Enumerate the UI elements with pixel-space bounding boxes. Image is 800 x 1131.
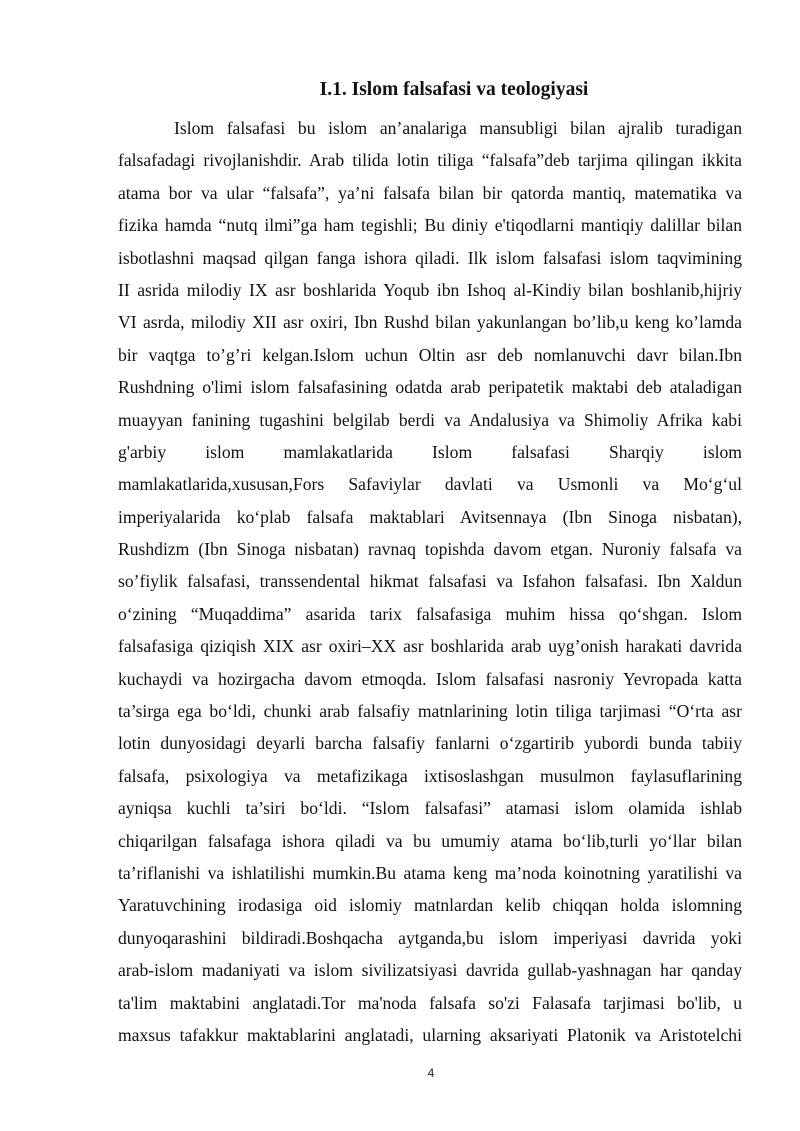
text-line: ta’sirga ega bo‘ldi, chunki arab falsafiy matnlarining lotin tiliga tarjimasi “O‘rta asr <box>118 701 742 722</box>
text-line: lotin dunyosidagi deyarli barcha falsafiy fanlarni o‘zgartirib yubordi bunda tabiiy <box>118 733 742 754</box>
text-line: imperiyalarida ko‘plab falsafa maktablari Avitsennaya (Ibn Sinoga nisbatan), <box>118 506 742 527</box>
text-line: kuchaydi va hozirgacha davom etmoqda. Islom falsafasi nasroniy Yevropada katta <box>118 668 742 689</box>
text-line: ta’riflanishi va ishlatilishi mumkin.Bu atama keng ma’noda koinotning yaratilishi va <box>118 862 742 883</box>
section-heading: I.1. Islom falsafasi va teologiyasi <box>319 79 589 100</box>
text-line: so’fiylik falsafasi, transsendental hikmat falsafasi va Isfahon falsafasi. Ibn Xaldun <box>118 571 742 592</box>
body-paragraph <box>118 112 742 1051</box>
text-line: g'arbiy islom mamlakatlarida Islom falsafasi Sharqiy islom <box>118 441 742 462</box>
text-line: dunyoqarashini bildiradi.Boshqacha aytganda,bu islom imperiyasi davrida yoki <box>118 927 742 948</box>
text-line: fizika hamda “nutq ilmi”ga ham tegishli; Bu diniy e'tiqodlarni mantiqiy dalillar bilan <box>118 215 742 236</box>
text-line: isbotlashni maqsad qilgan fanga ishora qiladi. Ilk islom falsafasi islom taqvimining <box>118 247 742 268</box>
text-line: Islom falsafasi bu islom an’analariga mansubligi bilan ajralib turadigan <box>174 118 742 138</box>
page-number: 4 <box>427 1066 435 1080</box>
text-line: Rushdning o'limi islom falsafasining odatda arab peripatetik maktabi deb ataladigan <box>118 377 742 398</box>
text-line: VI asrda, milodiy XII asr oxiri, Ibn Rushd bilan yakunlangan bo’lib,u keng ko’lamda <box>118 312 742 333</box>
text-line: muayyan fanining tugashini belgilab berdi va Andalusiya va Shimoliy Afrika kabi <box>118 409 742 430</box>
text-line: Rushdizm (Ibn Sinoga nisbatan) ravnaq topishda davom etgan. Nuroniy falsafa va <box>118 539 742 560</box>
text-line: II asrida milodiy IX asr boshlarida Yoqub ibn Ishoq al-Kindiy bilan boshlanib,hijriy <box>118 279 742 300</box>
text-line: atama bor va ular “falsafa”, ya’ni falsafa bilan bir qatorda mantiq, matematika va <box>118 182 742 203</box>
text-line: o‘zining “Muqaddima” asarida tarix falsafasiga muhim hissa qo‘shgan. Islom <box>118 603 742 624</box>
text-line: arab-islom madaniyati va islom sivilizatsiyasi davrida gullab-yashnagan har qanday <box>118 960 742 981</box>
text-line: chiqarilgan falsafaga ishora qiladi va bu umumiy atama bo‘lib,turli yo‘llar bilan <box>118 830 742 851</box>
text-line: falsafa, psixologiya va metafizikaga ixtisoslashgan musulmon faylasuflarining <box>118 765 742 786</box>
text-line: falsafadagi rivojlanishdir. Arab tilida lotin tiliga “falsafa”deb tarjima qilingan ikkita <box>118 150 742 171</box>
text-line: ayniqsa kuchli ta’siri bo‘ldi. “Islom falsafasi” atamasi islom olamida ishlab <box>118 798 742 819</box>
text-line: ta'lim maktabini anglatadi.Tor ma'noda falsafa so'zi Falasafa tarjimasi bo'lib, u <box>118 992 742 1013</box>
text-line: Yaratuvchining irodasiga oid islomiy matnlardan kelib chiqqan holda islomning <box>118 895 742 916</box>
text-line: mamlakatlarida,xususan,Fors Safaviylar davlati va Usmonli va Mo‘g‘ul <box>118 474 742 495</box>
text-line: falsafasiga qiziqish XIX asr oxiri–XX asr boshlarida arab uyg’onish harakati davrida <box>118 636 742 657</box>
text-line: maxsus tafakkur maktablarini anglatadi, ularning aksariyati Platonik va Aristotelchi <box>118 1024 742 1045</box>
text-line: bir vaqtga to’g’ri kelgan.Islom uchun Oltin asr deb nomlanuvchi davr bilan.Ibn <box>118 344 742 365</box>
